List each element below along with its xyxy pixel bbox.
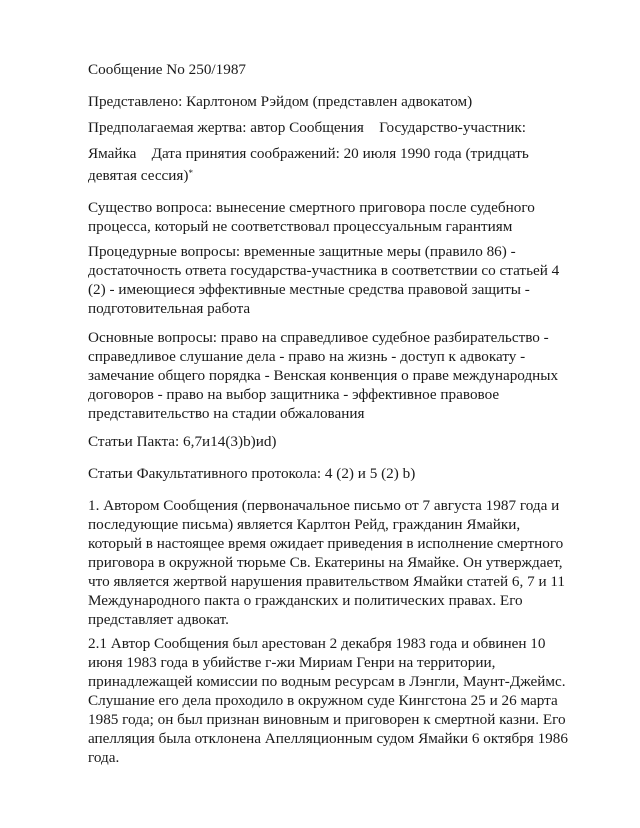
alleged-victim-line: Предполагаемая жертва: автор Сообщения Государство-участник: — [88, 119, 527, 136]
paragraph-line: 2.1 Автор Сообщения был арестован 2 декабря 1983 года и обвинен 10 — [88, 635, 546, 652]
paragraph-line: принадлежащей комиссии по водным ресурсам в Лэнгли, Маунт-Джеймс. — [88, 673, 566, 690]
optional-protocol-articles: Статьи Факультативного протокола: 4 (2) и 5 (2) b) — [88, 465, 416, 482]
procedural-line: подготовительная работа — [88, 300, 251, 317]
paragraph-line: года. — [88, 749, 120, 766]
procedural-line: достаточность ответа государства-участника в соответствии со статьей 4 — [88, 262, 560, 279]
substantive-line: замечание общего порядка - Венская конвенция о праве международных — [88, 367, 559, 384]
paragraph-line: Международного пакта о гражданских и политических правах. Его — [88, 592, 523, 609]
document-title: Сообщение No 250/1987 — [88, 61, 247, 78]
paragraph-line: Слушание его дела проходило в окружном суде Кингстона 25 и 26 марта — [88, 692, 558, 709]
paragraph-line: представляет адвокат. — [88, 611, 229, 628]
state-and-date-line: Ямайка Дата принятия соображений: 20 июля 1990 года (тридцать — [88, 145, 529, 162]
paragraph-line: апелляция была отклонена Апелляционным судом Ямайки 6 октября 1986 — [88, 730, 568, 747]
substantive-line: Основные вопросы: право на справедливое судебное разбирательство - — [88, 329, 549, 346]
covenant-articles: Статьи Пакта: 6,7и14(3)b)иd) — [88, 433, 277, 450]
procedural-issues — [88, 242, 559, 318]
footnote-marker: * — [188, 168, 193, 178]
paragraph-line: приговора в окружной тюрьме Св. Екатерины на Ямайке. Он утверждает, — [88, 554, 563, 571]
substantive-line: представительство на стадии обжалования — [88, 405, 365, 422]
session-text: девятая сессия) — [88, 167, 189, 184]
paragraph-2-1 — [88, 634, 568, 767]
paragraph-1 — [88, 496, 565, 629]
procedural-line: (2) - имеющиеся эффективные местные средства правовой защиты - — [88, 281, 530, 298]
paragraph-line: последующие письма) является Карлтон Рейд, гражданин Ямайки, — [88, 516, 521, 533]
session-line — [88, 166, 193, 185]
submitted-by: Представлено: Карлтоном Рэйдом (представлен адвокатом) — [88, 93, 473, 110]
paragraph-line: 1985 года; он был признан виновным и приговорен к смертной казни. Его — [88, 711, 566, 728]
subject-line: Существо вопроса: вынесение смертного приговора после судебного — [88, 199, 535, 216]
paragraph-line: июня 1983 года в убийстве г-жи Мириам Генри на территории, — [88, 654, 496, 671]
substantive-issues — [88, 328, 558, 423]
subject-matter — [88, 198, 535, 236]
subject-line: процесса, который не соответствовал процессуальным гарантиям — [88, 218, 513, 235]
substantive-line: договоров - право на выбор защитника - эффективное правовое — [88, 386, 500, 403]
paragraph-line: который в настоящее время ожидает приведения в исполнение смертного — [88, 535, 564, 552]
paragraph-line: 1. Автором Сообщения (первоначальное письмо от 7 августа 1987 года и — [88, 497, 560, 514]
substantive-line: справедливое слушание дела - право на жизнь - доступ к адвокату - — [88, 348, 526, 365]
paragraph-line: что является жертвой нарушения правительством Ямайки статей 6, 7 и 11 — [88, 573, 566, 590]
procedural-line: Процедурные вопросы: временные защитные меры (правило 86) - — [88, 243, 516, 260]
